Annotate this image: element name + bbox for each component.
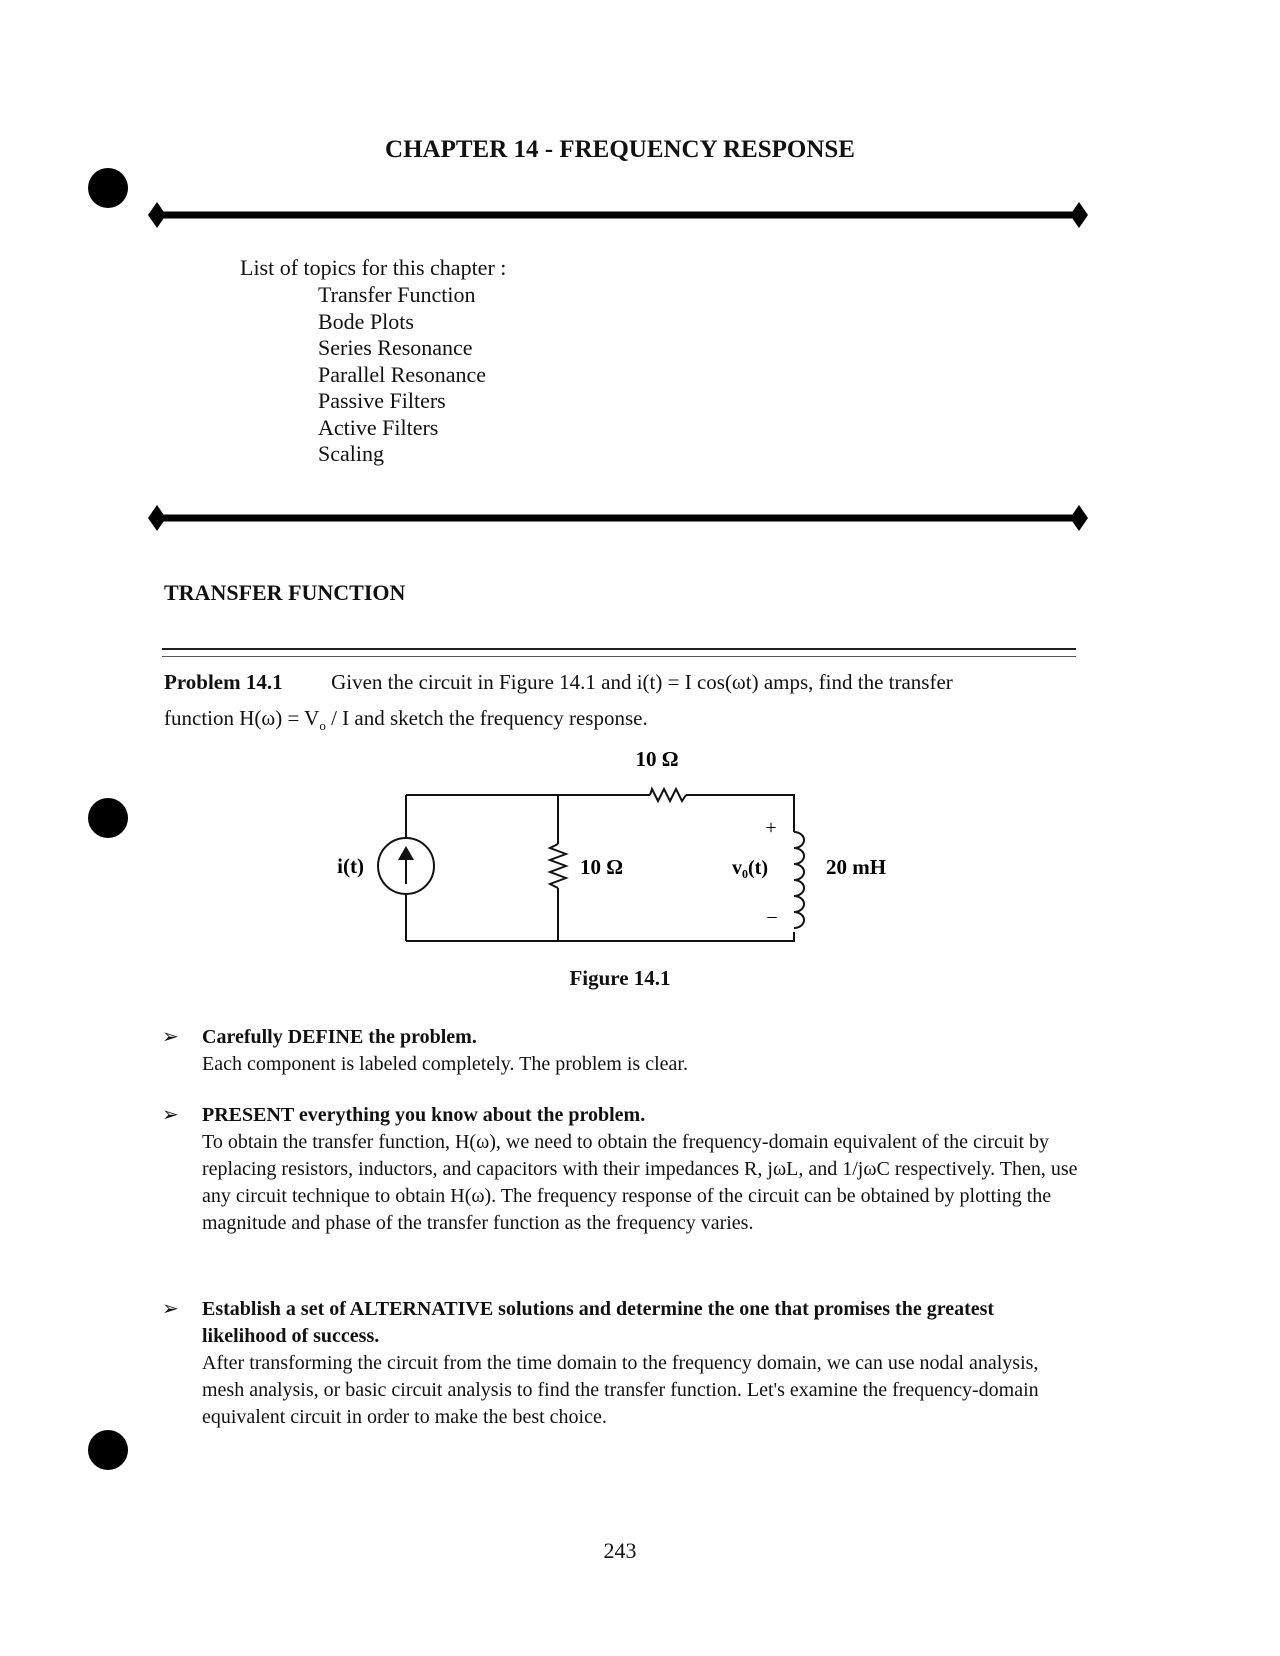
- inductor-label: 20 mH: [826, 855, 887, 879]
- minus-sign: −: [766, 907, 778, 929]
- source-label: i(t): [337, 854, 364, 878]
- topic-item: Bode Plots: [318, 308, 414, 334]
- inductor-symbol: [794, 832, 804, 928]
- top-divider: [148, 200, 1088, 230]
- topic-item: Scaling: [318, 441, 384, 466]
- circuit-figure: [300, 740, 940, 970]
- plus-sign: +: [765, 817, 777, 839]
- topic-item: Parallel Resonance: [318, 361, 486, 387]
- problem-text: Given the circuit in Figure 14.1 and i(t) = I cos(ωt) amps, find the transfer: [331, 670, 953, 694]
- step-text: To obtain the transfer function, H(ω), we need to obtain the frequency-domain equivalent of the circuit by replacing resistors, inductors, and capacitors with their impedances R, jωL, and 1/jωC respectively. Then, use any circuit technique to obtain H(ω). The frequency response of the circuit can be obtained by plotting the magnitude and phase of the transfer function as the frequency varies.: [202, 1131, 1078, 1234]
- series-resistor-symbol: [650, 789, 686, 801]
- arrow-bullet-icon: ➢: [162, 1104, 179, 1126]
- shunt-resistor-symbol: [550, 844, 566, 888]
- page-number: 243: [603, 1538, 637, 1563]
- wire-bottom: [406, 932, 794, 941]
- step-text: After transforming the circuit from the time domain to the frequency domain, we can use nodal analysis, mesh analysis, or basic circuit analysis to find the transfer function. Let's examine the frequency-domain equivalent circuit in order to make the best choice.: [202, 1352, 1039, 1428]
- binder-hole-bottom: [88, 1430, 128, 1470]
- topics-list: [318, 282, 486, 468]
- binder-hole-top: [88, 168, 128, 208]
- step-title: PRESENT everything you know about the problem.: [202, 1104, 646, 1126]
- shunt-resistor-label: 10 Ω: [580, 855, 624, 879]
- step-text: Each component is labeled completely. The problem is clear.: [202, 1053, 688, 1075]
- section-heading: TRANSFER FUNCTION: [164, 580, 406, 605]
- chapter-title: CHAPTER 14 - FREQUENCY RESPONSE: [385, 136, 855, 163]
- problem-statement-line1: [164, 670, 953, 695]
- series-resistor-label: 10 Ω: [635, 747, 679, 771]
- topics-intro: List of topics for this chapter :: [240, 255, 507, 280]
- topic-item: Series Resonance: [318, 335, 473, 360]
- problem-label: Problem 14.1: [164, 670, 283, 694]
- topic-item: Passive Filters: [318, 388, 446, 413]
- wire-top-right: [686, 795, 794, 832]
- figure-caption: Figure 14.1: [569, 966, 671, 990]
- section-rule: [162, 648, 1076, 657]
- topic-item: Transfer Function: [318, 282, 476, 307]
- problem-statement-line2: function $H(\omega) = V_o / I$ and sketch the frequency response.: [164, 706, 648, 734]
- arrow-bullet-icon: ➢: [162, 1298, 179, 1320]
- binder-hole-middle: [88, 798, 128, 838]
- source-arrow-icon: [398, 846, 414, 860]
- step-title: Establish a set of ALTERNATIVE solutions and determine the one that promises the greatest likelihood of success.: [202, 1298, 995, 1347]
- topic-item: Active Filters: [318, 414, 439, 440]
- arrow-bullet-icon: ➢: [162, 1026, 179, 1048]
- bottom-divider: [148, 503, 1088, 533]
- output-voltage-label: v₀(t): [732, 857, 768, 879]
- step-title: Carefully DEFINE the problem.: [202, 1026, 477, 1048]
